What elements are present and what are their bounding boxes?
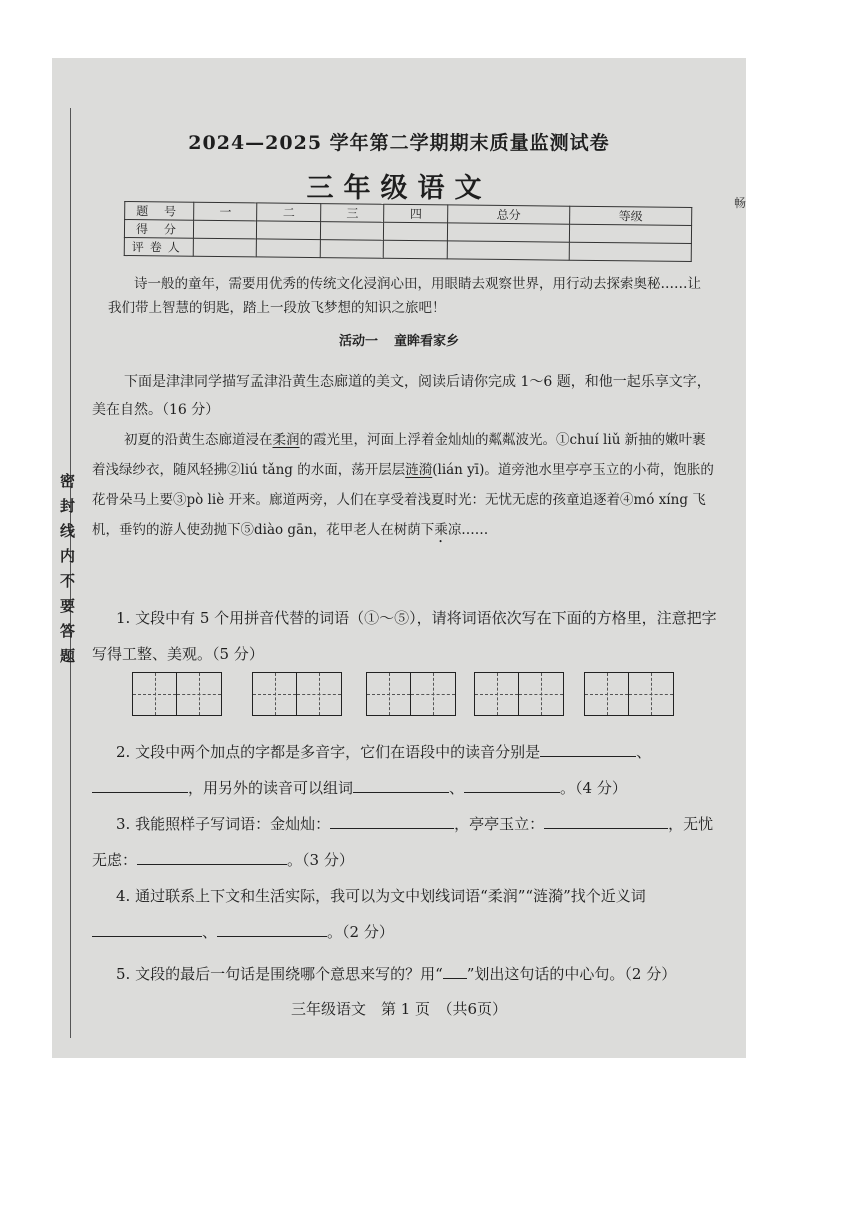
score-table [124, 201, 693, 262]
activity-label: 活动一 [338, 334, 378, 349]
grader-cell[interactable] [193, 238, 257, 257]
underline-sample [443, 960, 467, 979]
score-row-label: 得 分 [124, 220, 193, 239]
dotted-character: 乘 [434, 522, 448, 538]
question-3-text: ，亭亭玉立： [454, 815, 545, 833]
answer-blank[interactable] [540, 738, 636, 757]
passage-text: 凉…… [447, 522, 489, 538]
passage-text: 初夏的沿黄生态廊道浸在 [124, 432, 273, 448]
score-cell[interactable] [447, 223, 569, 242]
score-cell[interactable] [384, 222, 448, 241]
question-5 [52, 956, 746, 992]
question-4: 4. 通过联系上下文和生活实际，我可以为文中划线词语“柔润”“涟漪”找个近义词、 。（2 分） [52, 878, 746, 950]
grader-cell[interactable] [569, 242, 691, 261]
grader-cell[interactable] [447, 241, 569, 260]
col-4: 四 [384, 204, 448, 223]
question-3-text: 。（3 分） [287, 851, 354, 869]
score-cell[interactable] [257, 221, 321, 240]
subject-title: 三年级语文 [306, 173, 492, 204]
col-1: 一 [194, 202, 258, 221]
grader-cell[interactable] [384, 240, 448, 259]
score-cell[interactable] [193, 220, 257, 239]
question-4-text: 4. 通过联系上下文和生活实际，我可以为文中划线词语“柔润”“涟漪”找个近义词 [116, 887, 646, 905]
question-3-text: 3. 我能照样子写词语：金灿灿： [116, 815, 331, 833]
question-2-text: 。（4 分） [560, 779, 627, 797]
grader-cell[interactable] [257, 239, 321, 258]
col-3: 三 [321, 204, 385, 223]
writing-grid[interactable] [474, 672, 564, 716]
col-total: 总分 [448, 205, 570, 224]
intro-text: 诗一般的童年，需要用优秀的传统文化浸润心田，用眼睛去观察世界，用行动去探索奥秘……让我们带上智慧的钥匙，踏上一段放飞梦想的知识之旅吧！ [108, 276, 701, 316]
score-cell[interactable] [569, 224, 691, 243]
answer-blank[interactable] [464, 774, 560, 793]
grader-row-label: 评卷人 [124, 238, 193, 257]
answer-blank[interactable] [353, 774, 449, 793]
grader-cell[interactable] [320, 240, 384, 259]
exam-title: 2024—2025 学年第二学期期末质量监测试卷 [188, 132, 610, 154]
binding-note: 密封线内不要答题 [58, 473, 76, 673]
answer-blank[interactable] [217, 918, 327, 937]
page-footer: 三年级语文 第 1 页 （共6页） [290, 1000, 508, 1018]
question-3 [52, 806, 746, 878]
activity-title: 童眸看家乡 [394, 334, 460, 349]
activity-heading [52, 330, 746, 349]
writing-grid[interactable] [132, 672, 222, 716]
exam-sheet [52, 58, 746, 1058]
passage-text: (lián yī)。道旁池水里亭亭玉立的小荷，饱胀的花骨朵马上要③pò liè 开来。廊道两旁，人们在享受着浅夏时光：无忧无虑的孩童追逐着④mó xíng 飞机，垂钓的游人使劲抛下⑤diào gān，花甲老人在树荫下 [92, 462, 714, 538]
question-2: 2. 文段中两个加点的字都是多音字，它们在语段中的读音分别是 、，用另外的读音可以组词 、 。（4 分） [52, 734, 746, 806]
question-1-text: 1. 文段中有 5 个用拼音代替的词语（①～⑤），请将词语依次写在下面的方格里，注意把字写得工整、美观。（5 分） [92, 609, 717, 663]
answer-blank[interactable] [92, 918, 202, 937]
col-2: 二 [257, 203, 321, 222]
col-grade: 等级 [570, 206, 692, 225]
underlined-word: 柔润 [272, 432, 300, 448]
writing-grid[interactable] [584, 672, 674, 716]
score-cell[interactable] [320, 222, 384, 241]
answer-blank[interactable] [92, 774, 188, 793]
question-2-text: 2. 文段中两个加点的字都是多音字，它们在语段中的读音分别是 [116, 743, 541, 761]
underlined-word: 涟漪 [405, 462, 433, 478]
edge-character: 畅 [733, 196, 746, 210]
question-5-text: 5. 文段的最后一句话是围绕哪个意思来写的？用“ [116, 965, 443, 983]
question-4-text: 。（2 分） [327, 923, 394, 941]
passage-text: 的霞光里，河面上浮着金灿灿的粼粼波光。①chuí liǔ 新抽的嫩叶裹着浅绿纱衣，随风轻拂②liú tǎng 的水面，荡开层层 [92, 432, 706, 478]
writing-grids [132, 672, 732, 718]
question-2-text: ，用另外的读音可以组词 [188, 779, 354, 797]
question-3-text: ，无忧无虑： [92, 815, 714, 869]
writing-grid[interactable] [366, 672, 456, 716]
answer-blank[interactable] [330, 810, 454, 829]
col-label: 题 号 [125, 202, 194, 221]
answer-blank[interactable] [137, 846, 287, 865]
answer-blank[interactable] [544, 810, 668, 829]
question-5-text: ”划出这句话的中心句。（2 分） [466, 965, 677, 983]
reading-passage [52, 425, 746, 546]
question-1 [52, 600, 746, 672]
reading-prompt: 下面是津津同学描写孟津沿黄生态廊道的美文，阅读后请你完成 1～6 题，和他一起乐享文字，美在自然。（16 分） [92, 374, 711, 418]
writing-grid[interactable] [252, 672, 342, 716]
